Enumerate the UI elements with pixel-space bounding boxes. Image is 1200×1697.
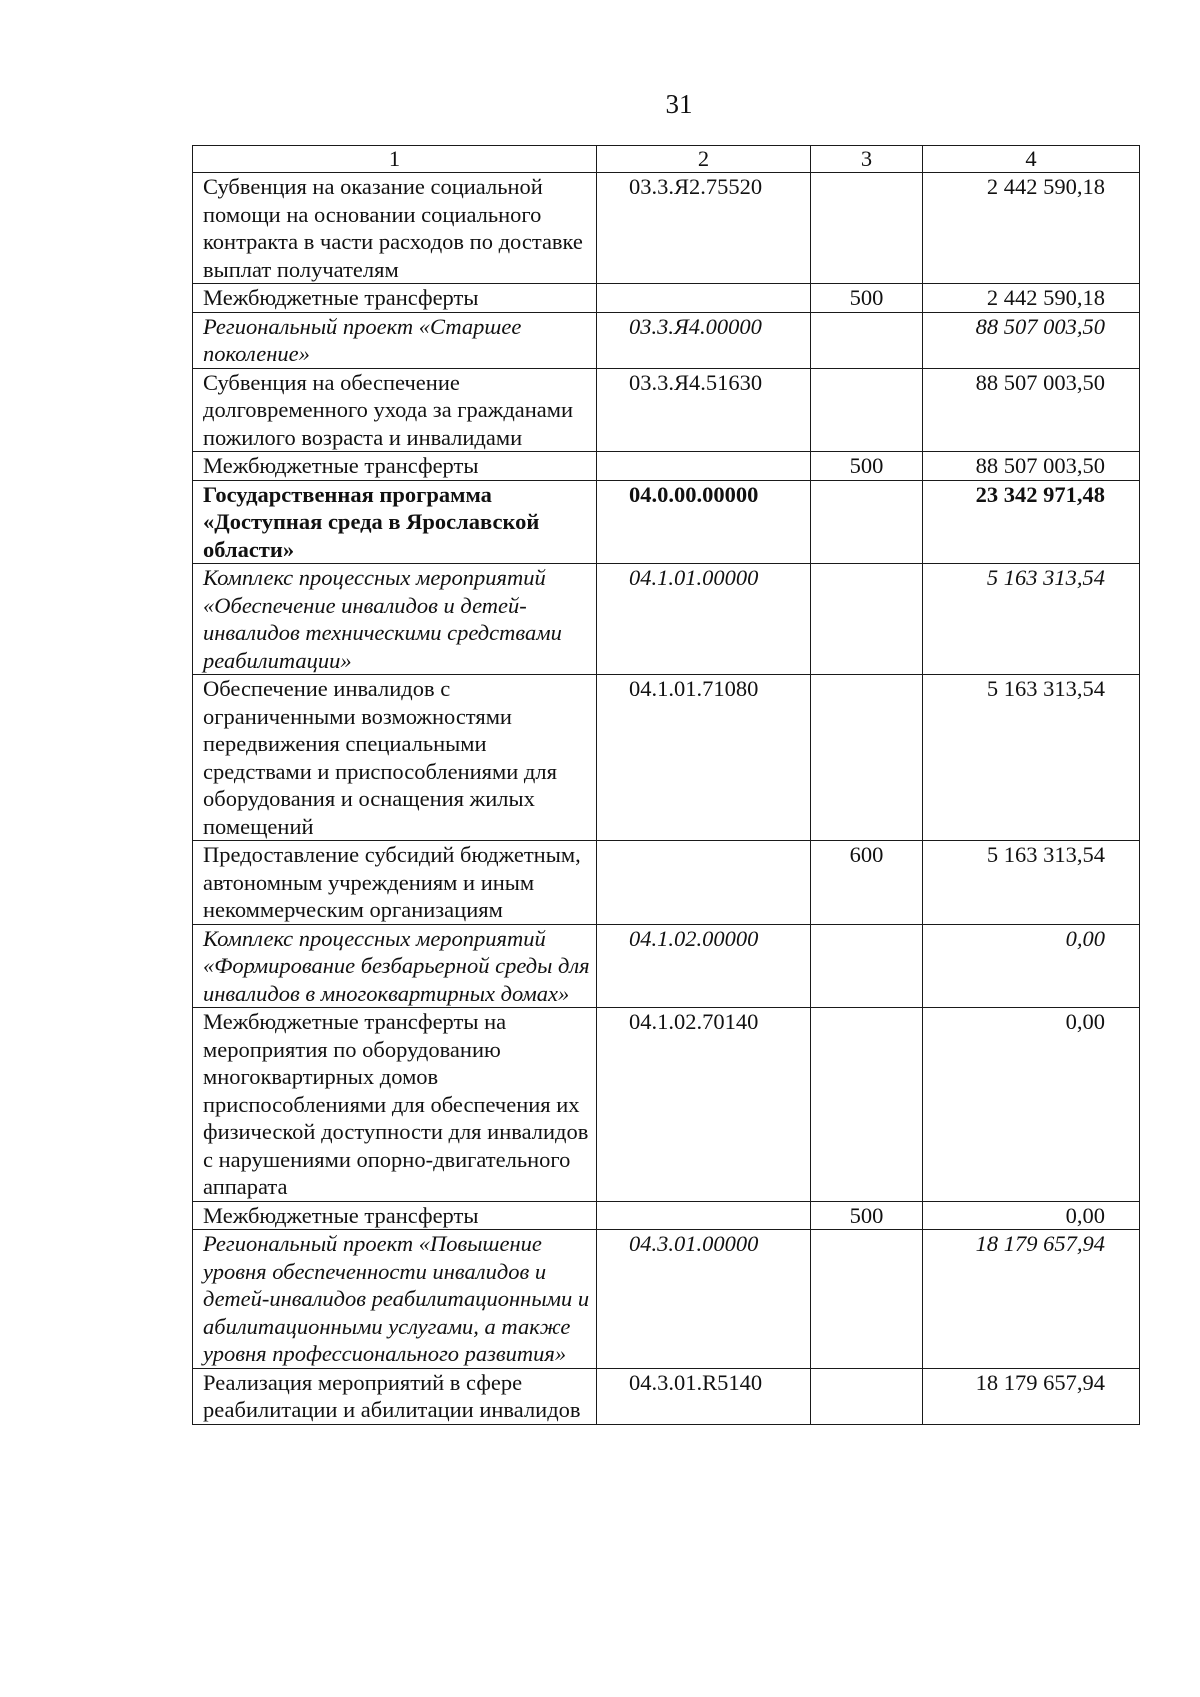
cell-amount: 0,00 [923, 1008, 1140, 1202]
cell-code [597, 1201, 811, 1230]
table-row [193, 173, 1140, 284]
cell-kvr: 500 [811, 452, 923, 481]
header-cell-name: 1 [193, 146, 597, 173]
cell-amount: 18 179 657,94 [923, 1230, 1140, 1369]
table-row [193, 1201, 1140, 1230]
cell-code: 04.3.01.00000 [597, 1230, 811, 1369]
cell-kvr: 500 [811, 1201, 923, 1230]
table-row [193, 284, 1140, 313]
cell-code: 04.1.02.00000 [597, 924, 811, 1008]
cell-amount: 23 342 971,48 [923, 480, 1140, 564]
cell-code: 04.1.02.70140 [597, 1008, 811, 1202]
cell-code [597, 284, 811, 313]
cell-kvr [811, 368, 923, 452]
header-cell-code: 2 [597, 146, 811, 173]
cell-amount: 88 507 003,50 [923, 312, 1140, 368]
cell-name: Субвенция на оказание социальной помощи на основании социального контракта в части расходов по доставке выплат получателям [193, 173, 597, 284]
table-header-row [193, 146, 1140, 173]
cell-kvr [811, 1368, 923, 1424]
cell-amount: 5 163 313,54 [923, 675, 1140, 841]
cell-code [597, 452, 811, 481]
cell-amount: 2 442 590,18 [923, 284, 1140, 313]
cell-kvr [811, 1008, 923, 1202]
budget-table [192, 145, 1140, 1425]
cell-kvr [811, 924, 923, 1008]
header-cell-kvr: 3 [811, 146, 923, 173]
table-row [193, 564, 1140, 675]
cell-code: 04.0.00.00000 [597, 480, 811, 564]
cell-kvr [811, 675, 923, 841]
cell-name: Межбюджетные трансферты [193, 452, 597, 481]
table-row [193, 368, 1140, 452]
cell-kvr [811, 480, 923, 564]
cell-name: Государственная программа «Доступная среда в Ярославской области» [193, 480, 597, 564]
cell-kvr [811, 312, 923, 368]
cell-name: Межбюджетные трансферты на мероприятия по оборудованию многоквартирных домов приспособлениями для обеспечения их физической доступности для инвалидов с нарушениями опорно-двигательного аппарата [193, 1008, 597, 1202]
table-row [193, 312, 1140, 368]
cell-code: 03.3.Я2.75520 [597, 173, 811, 284]
header-cell-amount: 4 [923, 146, 1140, 173]
cell-amount: 88 507 003,50 [923, 452, 1140, 481]
cell-name: Субвенция на обеспечение долговременного ухода за гражданами пожилого возраста и инвалидами [193, 368, 597, 452]
cell-name: Реализация мероприятий в сфере реабилитации и абилитации инвалидов [193, 1368, 597, 1424]
cell-amount: 0,00 [923, 924, 1140, 1008]
cell-name: Региональный проект «Повышение уровня обеспеченности инвалидов и детей-инвалидов реабилитационными и абилитационными услугами, а также уровня профессионального развития» [193, 1230, 597, 1369]
table-row [193, 841, 1140, 925]
page-number: 31 [665, 89, 693, 119]
table-row [193, 480, 1140, 564]
cell-amount: 88 507 003,50 [923, 368, 1140, 452]
cell-name: Межбюджетные трансферты [193, 1201, 597, 1230]
cell-kvr [811, 564, 923, 675]
cell-kvr [811, 173, 923, 284]
table-row [193, 1008, 1140, 1202]
table-row [193, 452, 1140, 481]
cell-name: Комплекс процессных мероприятий «Формирование безбарьерной среды для инвалидов в многоквартирных домах» [193, 924, 597, 1008]
table-row [193, 675, 1140, 841]
cell-kvr: 600 [811, 841, 923, 925]
cell-code: 04.1.01.71080 [597, 675, 811, 841]
cell-kvr [811, 1230, 923, 1369]
cell-name: Комплекс процессных мероприятий «Обеспечение инвалидов и детей-инвалидов техническими средствами реабилитации» [193, 564, 597, 675]
cell-amount: 0,00 [923, 1201, 1140, 1230]
table-body [193, 146, 1140, 1425]
cell-amount: 18 179 657,94 [923, 1368, 1140, 1424]
cell-amount: 2 442 590,18 [923, 173, 1140, 284]
table-row [193, 1368, 1140, 1424]
cell-code: 03.3.Я4.00000 [597, 312, 811, 368]
table-row [193, 1230, 1140, 1369]
cell-code: 03.3.Я4.51630 [597, 368, 811, 452]
cell-code: 04.3.01.R5140 [597, 1368, 811, 1424]
cell-name: Обеспечение инвалидов с ограниченными возможностями передвижения специальными средствами и приспособлениями для оборудования и оснащения жилых помещений [193, 675, 597, 841]
cell-name: Региональный проект «Старшее поколение» [193, 312, 597, 368]
cell-amount: 5 163 313,54 [923, 564, 1140, 675]
table-row [193, 924, 1140, 1008]
cell-kvr: 500 [811, 284, 923, 313]
cell-name: Межбюджетные трансферты [193, 284, 597, 313]
cell-code [597, 841, 811, 925]
cell-amount: 5 163 313,54 [923, 841, 1140, 925]
cell-name: Предоставление субсидий бюджетным, автономным учреждениям и иным некоммерческим организациям [193, 841, 597, 925]
cell-code: 04.1.01.00000 [597, 564, 811, 675]
